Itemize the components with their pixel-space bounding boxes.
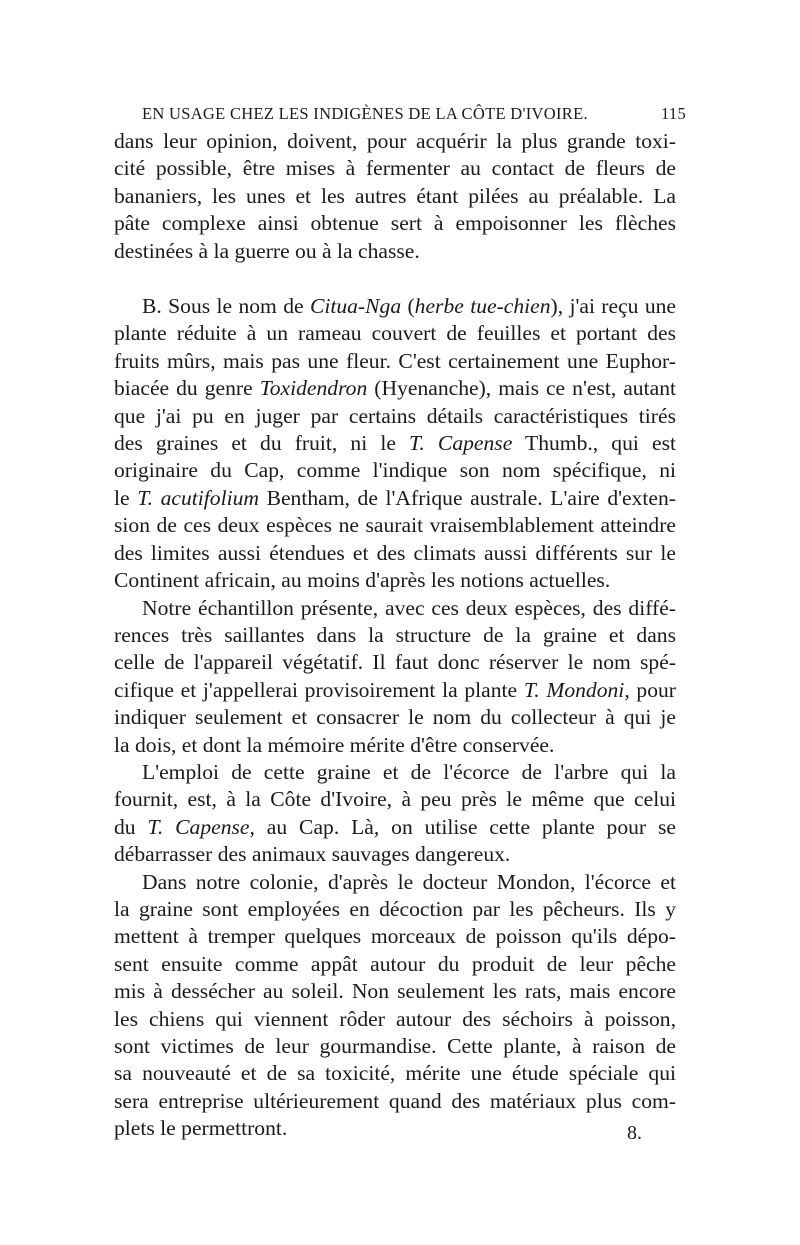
- text-line: mettent à tremper quelques morceaux de poisson qu'ils dépo-: [114, 924, 676, 949]
- text-line: sont victimes de leur gourmandise. Cette plante, à raison de: [114, 1034, 676, 1058]
- italic-species-name: T. Capense: [147, 814, 250, 839]
- text-run: ), j'ai reçu une: [550, 294, 676, 319]
- text-run: (: [401, 294, 415, 319]
- paragraph-5: [114, 869, 676, 1143]
- paragraph-3: [114, 595, 676, 759]
- text-line: débarrasser des animaux sauvages dangereux.: [114, 842, 511, 867]
- page-number: 115: [660, 104, 686, 123]
- text-line: [114, 677, 676, 704]
- italic-genus-name: Toxidendron: [259, 376, 368, 401]
- italic-species-name: T. acutifolium: [137, 485, 259, 510]
- text-line: Dans notre colonie, d'après le docteur Mondon, l'écorce et: [142, 869, 676, 894]
- text-line: fournit, est, à la Côte d'Ivoire, à peu près le même que celui: [114, 787, 676, 812]
- text-run: des graines et du fruit, ni le: [114, 431, 410, 456]
- text-line: les chiens qui viennent rôder autour des séchoirs à poisson,: [114, 1006, 676, 1031]
- text-line: mis à dessécher au soleil. Non seulement les rats, mais encore: [114, 979, 676, 1004]
- text-line: sera entreprise ultérieurement quand des matériaux plus com-: [114, 1088, 676, 1113]
- text-line: indiquer seulement et consacrer le nom du collecteur à qui je: [114, 705, 676, 730]
- text-line: que j'ai pu en juger par certains détails caractéristiques tirés: [114, 403, 676, 428]
- paragraph-2: [114, 293, 676, 594]
- text-line: la dois, et dont la mémoire mérite d'être conservée.: [114, 732, 555, 757]
- text-line: sent ensuite comme appât autour du produit de leur pêche: [114, 951, 676, 976]
- text-line: [114, 375, 676, 402]
- text-line: sa nouveauté et de sa toxicité, mérite une étude spéciale qui: [114, 1061, 676, 1086]
- text-line: [114, 814, 676, 841]
- italic-species-name: T. Mondoni: [523, 677, 625, 702]
- text-run: B. Sous le nom de: [142, 294, 310, 319]
- text-line: fruits mûrs, mais pas une fleur. C'est certainement une Euphor-: [114, 348, 676, 373]
- running-header: [114, 98, 686, 128]
- text-run: , au Cap. Là, on utilise cette plante pour se: [249, 814, 676, 839]
- text-run: cifique et j'appellerai provisoirement la plante: [114, 677, 524, 702]
- text-line: sion de ces deux espèces ne saurait vraisemblablement atteindre: [114, 513, 676, 538]
- text-line: Continent africain, au moins d'après les notions actuelles.: [114, 568, 611, 593]
- paragraph-1: [114, 128, 676, 265]
- text-line: celle de l'appareil végétatif. Il faut donc réserver le nom spé-: [114, 650, 676, 675]
- paragraph-4: [114, 759, 676, 869]
- signature-mark: 8.: [627, 1122, 642, 1144]
- text-run: le: [114, 485, 138, 510]
- text-run: (Hyenanche), mais ce n'est, autant: [367, 376, 676, 401]
- text-run: du: [114, 814, 148, 839]
- text-line: L'emploi de cette graine et de l'écorce de l'arbre qui la: [142, 759, 676, 784]
- text-line: destinées à la guerre ou à la chasse.: [114, 238, 420, 263]
- text-line: dans leur opinion, doivent, pour acquérir la plus grande toxi-: [114, 129, 676, 153]
- section-gap: [114, 265, 676, 293]
- text-run: Thumb., qui est: [512, 431, 676, 456]
- italic-plant-name: Citua-Nga: [309, 294, 402, 319]
- text-run: Bentham, de l'Afrique australe. L'aire d'exten-: [258, 485, 676, 510]
- text-line: la graine sont employées en décoction par les pêcheurs. Ils y: [114, 896, 676, 921]
- text-line: [114, 430, 676, 457]
- text-run: , pour: [624, 677, 676, 702]
- text-line: Notre échantillon présente, avec ces deux espèces, des diffé-: [142, 595, 676, 620]
- text-line: des limites aussi étendues et des climats aussi différents sur le: [114, 540, 676, 565]
- book-page: [114, 98, 686, 1143]
- text-line: bananiers, les unes et les autres étant pilées au préalable. La: [114, 183, 676, 208]
- text-run: biacée du genre: [114, 376, 260, 401]
- text-line: plets le permettront.: [114, 1116, 288, 1141]
- text-line: [114, 485, 676, 512]
- text-line: originaire du Cap, comme l'indique son nom spécifique, ni: [114, 458, 676, 483]
- text-line: cité possible, être mises à fermenter au contact de fleurs de: [114, 156, 676, 181]
- italic-common-name: herbe tue-chien: [414, 294, 551, 319]
- text-line: [114, 293, 676, 320]
- running-title: EN USAGE CHEZ LES INDIGÈNES DE LA CÔTE D'IVOIRE.: [142, 104, 588, 123]
- italic-species-name: T. Capense: [409, 431, 513, 456]
- text-line: pâte complexe ainsi obtenue sert à empoisonner les flèches: [114, 211, 676, 236]
- text-line: rences très saillantes dans la structure de la graine et dans: [114, 622, 676, 647]
- text-line: plante réduite à un rameau couvert de feuilles et portant des: [114, 321, 676, 346]
